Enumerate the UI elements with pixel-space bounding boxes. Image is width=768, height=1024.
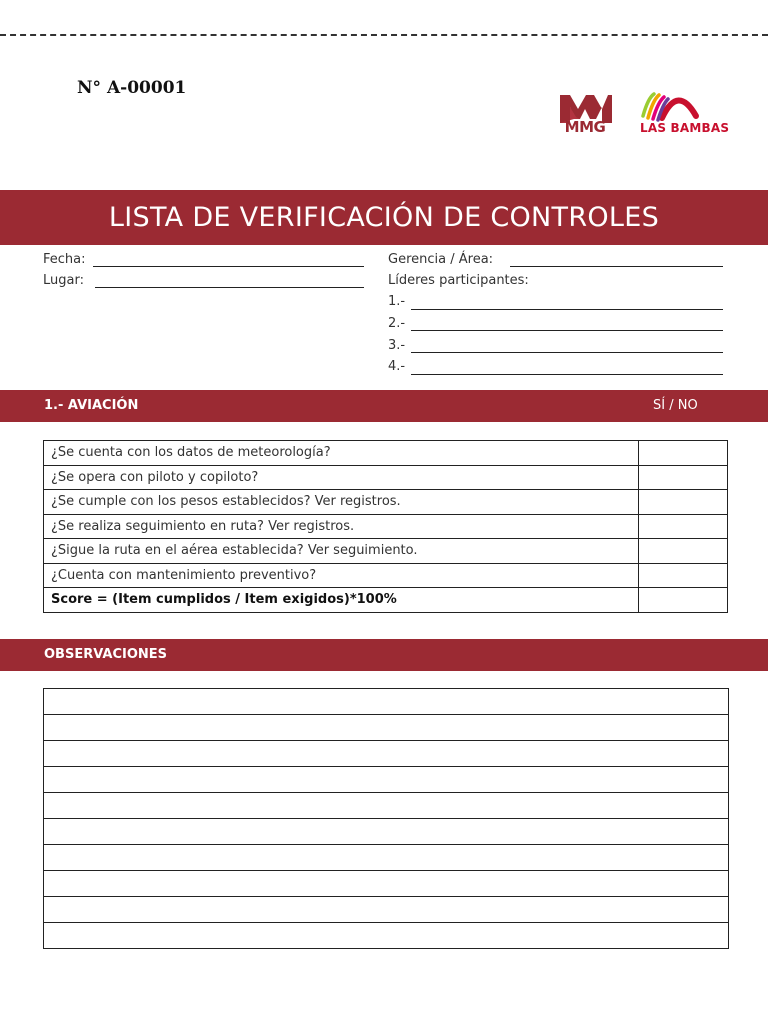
table-row xyxy=(44,465,728,490)
observation-line-2[interactable] xyxy=(44,715,729,741)
table-row xyxy=(44,871,729,897)
document-number: N° A-00001 xyxy=(77,78,187,98)
lideres-label: Líderes participantes: xyxy=(388,273,529,288)
leader-4-field[interactable] xyxy=(411,374,723,375)
answer-cell-2[interactable] xyxy=(639,465,728,490)
answer-cell-5[interactable] xyxy=(639,539,728,564)
question-4: ¿Se realiza seguimiento en ruta? Ver registros. xyxy=(44,514,639,539)
question-1: ¿Se cuenta con los datos de meteorología? xyxy=(44,441,639,466)
table-row xyxy=(44,490,728,515)
title-bar xyxy=(0,190,768,245)
answer-cell-3[interactable] xyxy=(639,490,728,515)
table-row xyxy=(44,819,729,845)
section-aviacion-bar xyxy=(0,390,768,422)
observation-line-8[interactable] xyxy=(44,871,729,897)
observation-line-10[interactable] xyxy=(44,923,729,949)
gerencia-field[interactable] xyxy=(510,266,723,267)
observation-line-1[interactable] xyxy=(44,689,729,715)
question-2: ¿Se opera con piloto y copiloto? xyxy=(44,465,639,490)
leader-3-field[interactable] xyxy=(411,352,723,353)
observation-line-3[interactable] xyxy=(44,741,729,767)
observation-line-5[interactable] xyxy=(44,793,729,819)
section-aviacion-title: 1.- AVIACIÓN xyxy=(44,398,139,413)
section-observaciones-title: OBSERVACIONES xyxy=(44,647,168,662)
las-bambas-logo-text: LAS BAMBAS xyxy=(640,121,730,135)
question-6: ¿Cuenta con mantenimiento preventivo? xyxy=(44,563,639,588)
page-title: LISTA DE VERIFICACIÓN DE CONTROLES xyxy=(108,202,660,233)
score-row xyxy=(44,588,728,613)
fecha-label: Fecha: xyxy=(43,252,86,267)
observation-line-7[interactable] xyxy=(44,845,729,871)
leader-1-field[interactable] xyxy=(411,309,723,310)
answer-cell-4[interactable] xyxy=(639,514,728,539)
score-cell[interactable] xyxy=(639,588,728,613)
question-5: ¿Sigue la ruta en el aérea establecida? Ver seguimiento. xyxy=(44,539,639,564)
aviacion-checklist xyxy=(43,440,728,613)
observaciones-table xyxy=(43,688,729,949)
leader-2-label: 2.- xyxy=(388,316,406,331)
table-row xyxy=(44,845,729,871)
table-row xyxy=(44,793,729,819)
fecha-field[interactable] xyxy=(93,266,364,267)
cut-line xyxy=(0,34,768,36)
lugar-label: Lugar: xyxy=(43,273,84,288)
gerencia-label: Gerencia / Área: xyxy=(388,252,494,267)
leader-4-label: 4.- xyxy=(388,359,406,374)
table-row xyxy=(44,514,728,539)
mmg-logo-text: MMG xyxy=(564,118,606,136)
table-row xyxy=(44,923,729,949)
lugar-field[interactable] xyxy=(95,287,364,288)
table-row xyxy=(44,897,729,923)
answer-cell-6[interactable] xyxy=(639,563,728,588)
table-row xyxy=(44,715,729,741)
table-row xyxy=(44,741,729,767)
score-label: Score = (Item cumplidos / Item exigidos)*100% xyxy=(44,588,639,613)
observation-line-4[interactable] xyxy=(44,767,729,793)
observation-line-6[interactable] xyxy=(44,819,729,845)
leader-1-label: 1.- xyxy=(388,294,406,309)
observation-line-9[interactable] xyxy=(44,897,729,923)
table-row xyxy=(44,563,728,588)
table-row xyxy=(44,539,728,564)
leader-3-label: 3.- xyxy=(388,338,406,353)
table-row xyxy=(44,689,729,715)
section-observaciones-bar xyxy=(0,639,768,671)
question-3: ¿Se cumple con los pesos establecidos? Ver registros. xyxy=(44,490,639,515)
table-row xyxy=(44,767,729,793)
leader-2-field[interactable] xyxy=(411,330,723,331)
si-no-header: SÍ / NO xyxy=(653,398,698,413)
table-row xyxy=(44,441,728,466)
answer-cell-1[interactable] xyxy=(639,441,728,466)
